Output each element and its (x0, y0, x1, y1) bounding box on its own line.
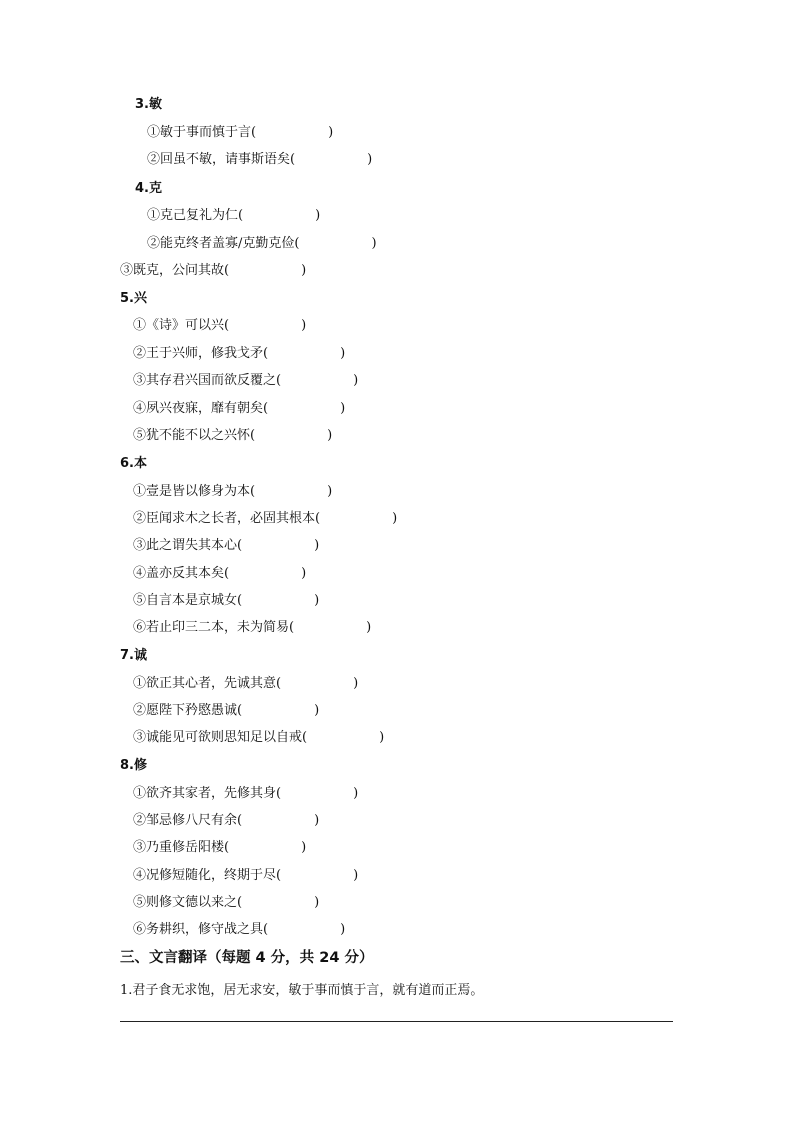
list-item: ⑥若止印三二本，未为简易( ) (133, 620, 372, 635)
list-item: ①《诗》可以兴( ) (133, 318, 307, 333)
translation-question: 1.君子食无求饱，居无求安，敏于事而慎于言，就有道而正焉。 (120, 983, 484, 998)
list-item: ③诚能见可欲则思知足以自戒( ) (133, 730, 385, 745)
list-item: ④夙兴夜寐，靡有朝矣( ) (133, 401, 346, 416)
list-item: ①欲正其心者，先诚其意( ) (133, 676, 359, 691)
list-item: ②邹忌修八尺有余( ) (133, 813, 320, 828)
list-item: ③其存君兴国而欲反覆之( ) (133, 373, 359, 388)
list-item: ②回虽不敏，请事斯语矣( ) (147, 152, 373, 167)
list-item: ①克己复礼为仁( ) (147, 208, 321, 223)
heading-3: 3.敏 (135, 97, 162, 112)
list-item: ⑥务耕织，修守战之具( ) (133, 922, 346, 937)
list-item: ③此之谓失其本心( ) (133, 538, 320, 553)
list-item: ②愿陛下矜愍愚诚( ) (133, 703, 320, 718)
heading-7: 7.诚 (120, 648, 147, 663)
heading-4: 4.克 (135, 181, 162, 196)
list-item: ③乃重修岳阳楼( ) (133, 840, 307, 855)
heading-8: 8.修 (120, 758, 147, 773)
section-title: 三、文言翻译（每题 4 分，共 24 分） (120, 950, 374, 966)
list-item: ②王于兴师，修我戈矛( ) (133, 346, 346, 361)
list-item: ①壹是皆以修身为本( ) (133, 484, 333, 499)
list-item: ①欲齐其家者，先修其身( ) (133, 786, 359, 801)
list-item: ⑤自言本是京城女( ) (133, 593, 320, 608)
heading-6: 6.本 (120, 456, 147, 471)
list-item: ①敏于事而慎于言( ) (147, 125, 334, 140)
list-item: ④况修短随化，终期于尽( ) (133, 868, 359, 883)
list-item: ③既克，公问其故( ) (120, 263, 307, 278)
list-item: ④盖亦反其本矣( ) (133, 566, 307, 581)
list-item: ②能克终者盖寡/克勤克俭( ) (147, 236, 377, 251)
list-item: ⑤犹不能不以之兴怀( ) (133, 428, 333, 443)
heading-5: 5.兴 (120, 291, 147, 306)
answer-line (120, 1021, 673, 1022)
list-item: ⑤则修文德以来之( ) (133, 895, 320, 910)
list-item: ②臣闻求木之长者，必固其根本( ) (133, 511, 398, 526)
